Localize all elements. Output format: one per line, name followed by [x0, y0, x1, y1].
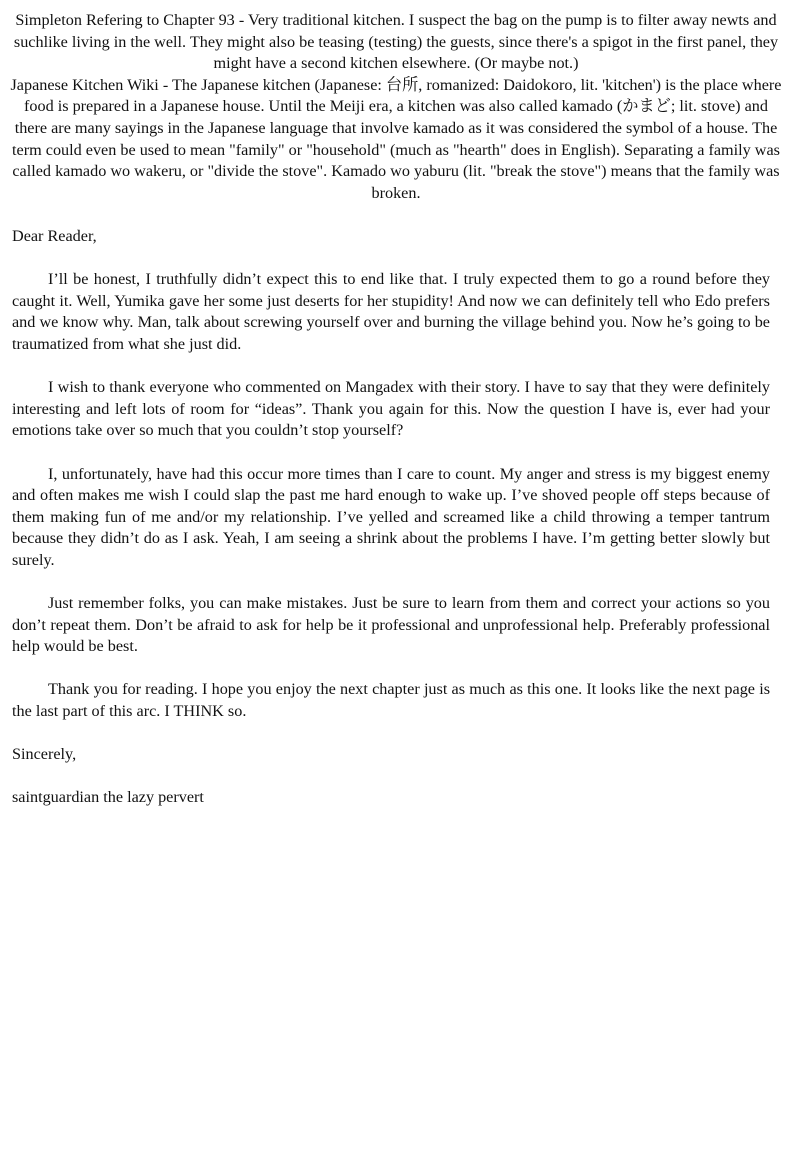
letter-to-reader — [12, 226, 770, 831]
letter-paragraph: Thank you for reading. I hope you enjoy the next chapter just as much as this one. It looks like the next page is the last part of this arc. I THINK so. — [12, 680, 770, 721]
translation-notes — [10, 10, 782, 204]
note-kitchen-comment: Simpleton Refering to Chapter 93 - Very traditional kitchen. I suspect the bag on the pump is to filter away newts and suchlike living in the well. They might also be teasing (testing) the guests, since there's a spigot in the first panel, they might have a second kitchen elsewhere. (Or maybe not.) — [13, 11, 779, 73]
letter-paragraph: Just remember folks, you can make mistakes. Just be sure to learn from them and correct your actions so you don’t repeat them. Don’t be afraid to ask for help be it professional and unprofessional help. Preferably professional help would be best. — [12, 594, 770, 656]
letter-signature: saintguardian the lazy pervert — [12, 788, 204, 807]
letter-salutation: Dear Reader, — [12, 227, 97, 245]
letter-paragraph: I, unfortunately, have had this occur more times than I care to count. My anger and stress is my biggest enemy and often makes me wish I could slap the past me hard enough to wake up. I’ve shoved people off steps because of them making fun of me and/or my relationship. I’ve yelled and screamed like a child throwing a temper tantrum because they didn’t do as I ask. Yeah, I am seeing a shrink about the problems I have. I’m getting better slowly but surely. — [12, 464, 770, 569]
letter-closing: Sincerely, — [12, 745, 77, 764]
letter-paragraph: I wish to thank everyone who commented on Mangadex with their story. I have to say that they were definitely interesting and left lots of room for “ideas”. Thank you again for this. Now the question I have is, ever had your emotions take over so much that you couldn’t stop yourself? — [12, 378, 770, 440]
note-japanese-kitchen-wiki: Japanese Kitchen Wiki - The Japanese kitchen (Japanese: 台所, romanized: Daidokoro, lit. 'kitchen') is the place where food is prepared in a Japanese house. Until the Meiji era, a kitchen was also called kamado (かまど; lit. stove) and there are many sayings in the Japanese language that involve kamado as it was considered the symbol of a house. The term could even be used to mean "family" or "household" (much as "hearth" does in English). Separating a family was called kamado wo wakeru, or "divide the stove". Kamado wo yaburu (lit. "break the stove") means that the family was broken. — [10, 75, 782, 202]
letter-paragraph: I’ll be honest, I truthfully didn’t expect this to end like that. I truly expected them to go a round before they caught it. Well, Yumika gave her some just deserts for her stupidity! And now we can definitely tell who Edo prefers and we know why. Man, talk about screwing yourself over and burning the village behind you. Now he’s going to be traumatized from what she just did. — [12, 270, 770, 353]
